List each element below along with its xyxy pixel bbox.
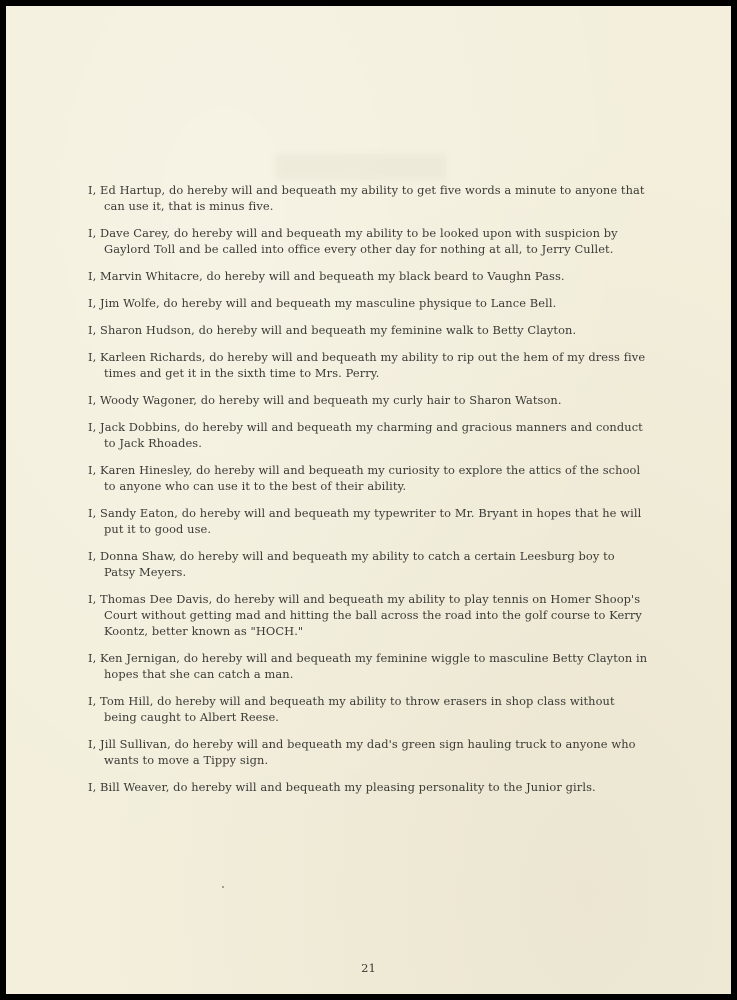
will-entry: I, Jim Wolfe, do hereby will and bequeath my masculine physique to Lance Bell.: [88, 296, 557, 310]
will-entry: I, Jill Sullivan, do hereby will and bequeath my dad's green sign hauling truck to anyone who wants to move a Tippy sign.: [88, 737, 636, 767]
will-entry: I, Ed Hartup, do hereby will and bequeath my ability to get five words a minute to anyone that can use it, that is minus five.: [88, 183, 645, 213]
show-through-heading: [276, 154, 446, 180]
will-entry: I, Marvin Whitacre, do hereby will and bequeath my black beard to Vaughn Pass.: [88, 269, 565, 283]
will-entry: I, Bill Weaver, do hereby will and bequeath my pleasing personality to the Junior girls.: [88, 780, 596, 794]
will-entry: I, Tom Hill, do hereby will and bequeath my ability to throw erasers in shop class without being caught to Albert Reese.: [88, 694, 615, 724]
will-entry: I, Karen Hinesley, do hereby will and bequeath my curiosity to explore the attics of the school to anyone who can use it to the best of their ability.: [88, 463, 641, 493]
document-page: [6, 6, 731, 994]
wills-list: [88, 182, 648, 806]
page-number: 21: [361, 961, 376, 975]
will-entry: I, Jack Dobbins, do hereby will and bequeath my charming and gracious manners and conduct to Jack Rhoades.: [88, 420, 643, 450]
paper-speck: [222, 886, 224, 888]
will-entry: I, Woody Wagoner, do hereby will and bequeath my curly hair to Sharon Watson.: [88, 393, 562, 407]
will-entry: I, Thomas Dee Davis, do hereby will and bequeath my ability to play tennis on Homer Shoop's Court without getting mad and hitting the ball across the road into the golf course to Kerry Koontz, better known as "HOCH.": [88, 592, 642, 638]
will-entry: I, Sharon Hudson, do hereby will and bequeath my feminine walk to Betty Clayton.: [88, 323, 577, 337]
will-entry: I, Donna Shaw, do hereby will and bequeath my ability to catch a certain Leesburg boy to Patsy Meyers.: [88, 549, 615, 579]
will-entry: I, Sandy Eaton, do hereby will and bequeath my typewriter to Mr. Bryant in hopes that he will put it to good use.: [88, 506, 642, 536]
will-entry: I, Karleen Richards, do hereby will and bequeath my ability to rip out the hem of my dress five times and get it in the sixth time to Mrs. Perry.: [88, 350, 646, 380]
will-entry: I, Ken Jernigan, do hereby will and bequeath my feminine wiggle to masculine Betty Clayton in hopes that she can catch a man.: [88, 651, 648, 681]
will-entry: I, Dave Carey, do hereby will and bequeath my ability to be looked upon with suspicion by Gaylord Toll and be called into office every other day for nothing at all, to Jerry Cullet.: [88, 226, 618, 256]
